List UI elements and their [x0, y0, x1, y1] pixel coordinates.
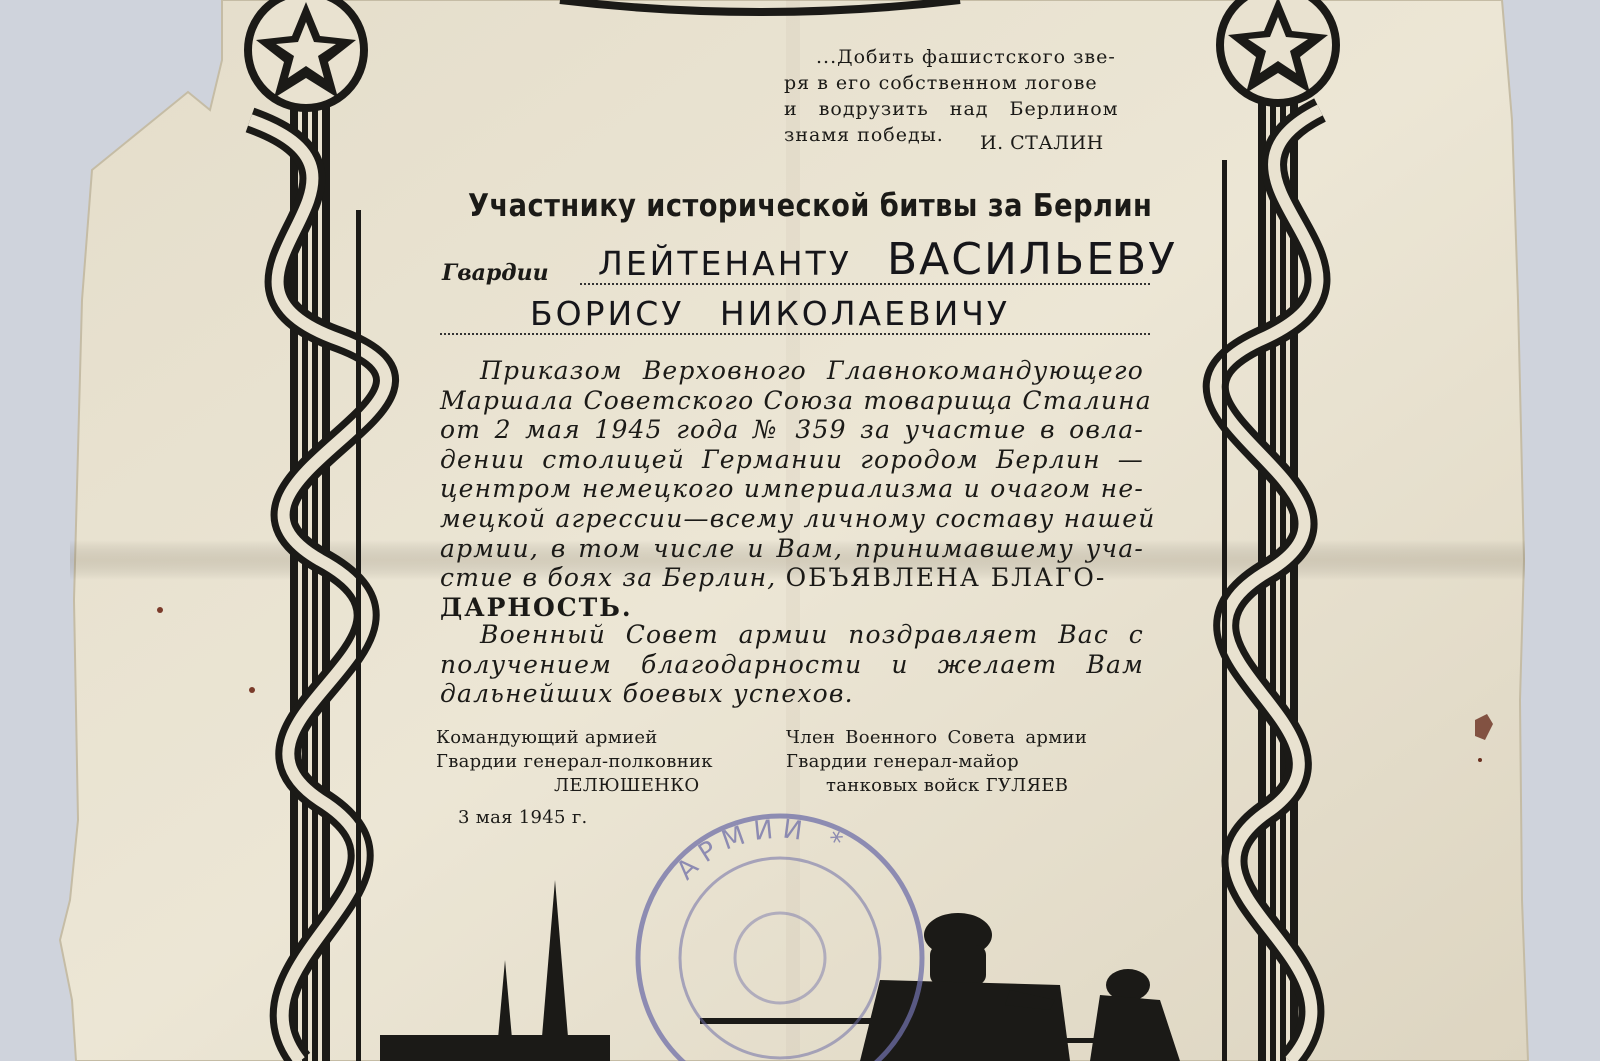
- issue-date: 3 мая 1945 г.: [458, 807, 588, 828]
- stamp-text: АРМИИ *: [670, 814, 854, 887]
- handwritten-name: БОРИСУ НИКОЛАЕВИЧУ: [530, 294, 1011, 333]
- signature-right: [786, 726, 1087, 798]
- gratitude-caps: ОБЪЯВЛЕНА БЛАГО-: [785, 563, 1107, 593]
- epigraph-line: ря в его собственном логове: [784, 72, 1098, 94]
- handwritten-rank: ЛЕЙТЕНАНТУ: [598, 244, 852, 283]
- body-line: от 2 мая 1945 года № 359 за участие в овла-: [440, 415, 1144, 445]
- signature-left: [436, 726, 713, 798]
- signature-name: ЛЕЛЮШЕНКО: [554, 775, 700, 796]
- certificate-title: Участнику исторической битвы за Берлин: [468, 188, 1153, 224]
- body-line: центром немецкого империализма и очагом не-: [440, 474, 1144, 504]
- handwritten-surname: ВАСИЛЬЕВУ: [887, 234, 1177, 285]
- epigraph-line: и водрузить над Берлином: [784, 98, 1119, 120]
- round-stamp: [620, 808, 940, 1061]
- body-line: дальнейших боевых успехов.: [440, 679, 854, 709]
- gratitude-caps-end: ДАРНОСТЬ.: [440, 592, 633, 622]
- signature-name: танковых войск ГУЛЯЕВ: [826, 775, 1069, 796]
- signature-role: Член Военного Совета армии: [786, 727, 1088, 748]
- fill-line-2: [440, 333, 1150, 335]
- body-line: получением благодарности и желает Вам: [440, 649, 1144, 679]
- body-line: дении столицей Германии городом Берлин —: [440, 444, 1144, 474]
- body-line: Военный Совет армии поздравляет Вас с: [480, 620, 1144, 649]
- body-line: мецкой агрессии—всему личному составу нашей: [440, 503, 1156, 533]
- body-line: Приказом Верховного Главнокомандующего: [480, 356, 1144, 385]
- svg-text:АРМИИ *: [671, 814, 854, 886]
- signature-rank: Гвардии генерал-полковник: [436, 751, 713, 772]
- order-paragraph: [440, 356, 1156, 622]
- body-line-mixed: [440, 563, 1144, 593]
- congrats-paragraph: [440, 620, 1144, 709]
- body-line: Маршала Советского Союза товарища Сталина: [440, 385, 1152, 415]
- epigraph-line: знамя победы.: [784, 124, 944, 146]
- body-line: стие в боях за Берлин,: [440, 563, 777, 593]
- body-line: армии, в том числе и Вам, принимавшему уча-: [440, 533, 1144, 563]
- signature-role: Командующий армией: [436, 727, 658, 748]
- epigraph-author: И. СТАЛИН: [980, 132, 1104, 154]
- epigraph-line: ...Добить фашистского зве-: [816, 46, 1116, 68]
- signature-rank: Гвардии генерал-майор: [786, 751, 1019, 772]
- guard-label: Гвардии: [442, 260, 549, 286]
